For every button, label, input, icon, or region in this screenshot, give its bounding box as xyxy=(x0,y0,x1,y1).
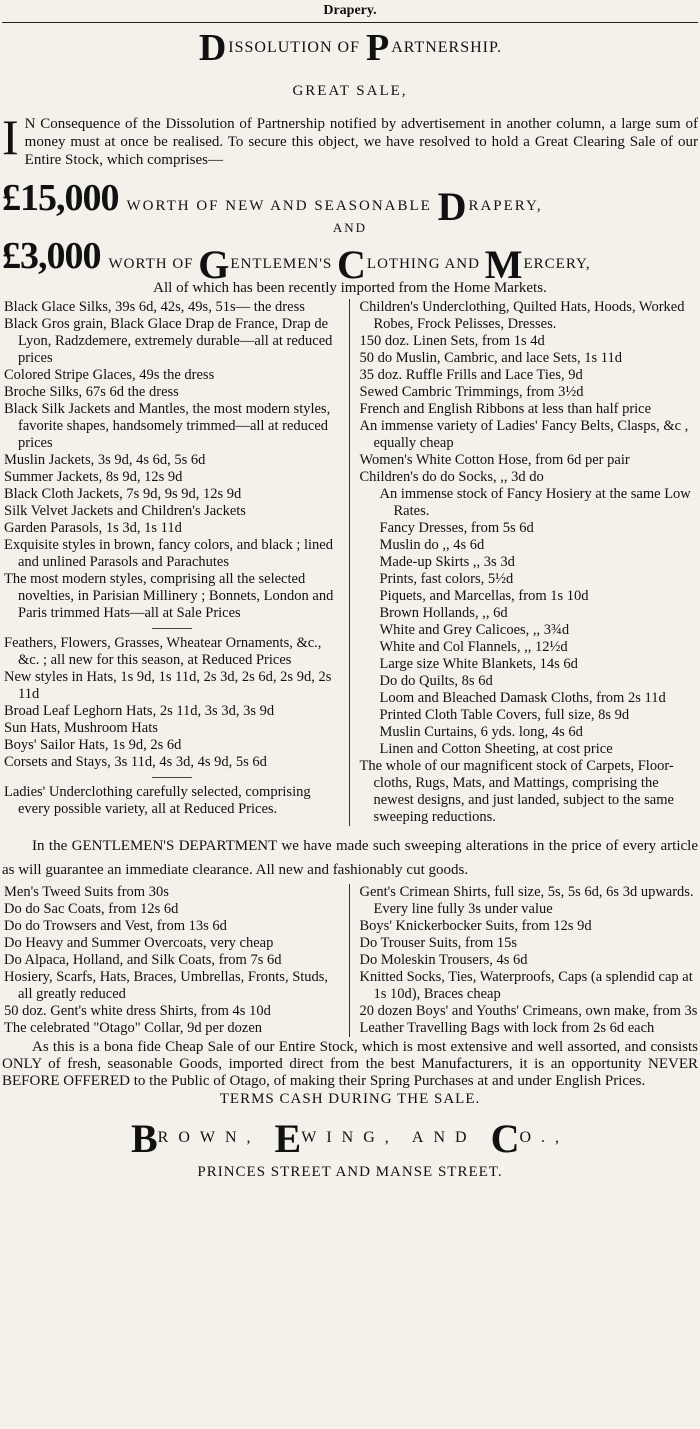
list-item: Women's White Cotton Hose, from 6d per pair xyxy=(359,452,630,468)
firm-initial-c: C xyxy=(490,1116,520,1161)
ladies-right-column xyxy=(350,299,699,826)
list-item: Muslin do ,, 4s 6d xyxy=(379,537,485,553)
firm-and: AND xyxy=(411,1129,477,1146)
offer-clothing-amount: £3,000 xyxy=(2,235,101,277)
offer-drapery-initial: D xyxy=(437,184,469,229)
list-item: Knitted Socks, Ties, Waterproofs, Caps (a splendid cap at 1s 10d), Braces cheap xyxy=(359,969,693,1002)
list-item: 20 dozen Boys' and Youths' Crimeans, own make, from 3s xyxy=(359,1003,698,1019)
and-divider: AND xyxy=(332,220,368,235)
list-item: Brown Hollands, ,, 6d xyxy=(379,605,508,621)
list-item: Loom and Bleached Damask Cloths, from 2s 11d xyxy=(379,690,666,706)
title-initial-p: P xyxy=(365,27,391,69)
list-item: The celebrated "Otago" Collar, 9d per dozen xyxy=(4,1020,263,1036)
list-item: Black Glace Silks, 39s 6d, 42s, 49s, 51s— the dress xyxy=(4,299,305,315)
list-item: Gent's Crimean Shirts, full size, 5s, 5s 6d, 6s 3d upwards. Every line fully 3s under value xyxy=(359,884,694,917)
offer-drapery-desc: WORTH OF NEW AND SEASONABLE xyxy=(126,198,432,214)
list-item: Do do Sac Coats, from 12s 6d xyxy=(4,901,179,917)
great-sale-heading: GREAT SALE, xyxy=(292,83,408,99)
list-item: Do Trouser Suits, from 15s xyxy=(359,935,518,951)
ladies-left-column xyxy=(2,299,350,826)
firm-initial-e: E xyxy=(274,1116,302,1161)
offer-clothing-m-rest: ERCERY, xyxy=(523,256,591,272)
offer-drapery-amount: £15,000 xyxy=(2,177,119,219)
list-item: Leather Travelling Bags with lock from 2s 6d each xyxy=(359,1020,655,1036)
list-item: Silk Velvet Jackets and Children's Jackets xyxy=(4,503,246,519)
intro-dropcap: I xyxy=(2,109,19,165)
firm-address: PRINCES STREET AND MANSE STREET. xyxy=(197,1164,503,1180)
list-item: Linen and Cotton Sheeting, at cost price xyxy=(379,741,613,757)
list-item: Sewed Cambric Trimmings, from 3½d xyxy=(359,384,584,400)
list-item: 50 doz. Gent's white dress Shirts, from 4s 10d xyxy=(4,1003,271,1019)
list-item: The most modern styles, comprising all the selected novelties, in Parisian Millinery ; Bonnets, London and Paris trimmed Hats—all at Sale Prices xyxy=(4,571,334,621)
list-item: Muslin Curtains, 6 yds. long, 4s 6d xyxy=(379,724,583,740)
firm-e-rest: WING, xyxy=(301,1129,399,1146)
list-item: The whole of our magnificent stock of Carpets, Floor-cloths, Rugs, Mats, and Mattings, comprising the newest designs, and just landed, subject to the same sweeping reductions. xyxy=(359,758,674,825)
list-item: Exquisite styles in brown, fancy colors, and black ; lined and unlined Parasols and Parachutes xyxy=(4,537,333,570)
list-item: Do Heavy and Summer Overcoats, very cheap xyxy=(4,935,274,951)
offer-drapery-rest: RAPERY, xyxy=(468,198,543,214)
list-item: Corsets and Stays, 3s 11d, 4s 3d, 4s 9d, 5s 6d xyxy=(4,754,267,770)
offer-drapery-text xyxy=(119,184,543,229)
list-item: Feathers, Flowers, Grasses, Wheatear Ornaments, &c., &c. ; all new for this season, at Reduced Prices xyxy=(4,635,322,668)
list-item: Fancy Dresses, from 5s 6d xyxy=(379,520,534,536)
firm-name xyxy=(2,1116,698,1160)
list-item: New styles in Hats, 1s 9d, 1s 11d, 2s 3d, 2s 6d, 2s 9d, 2s 11d xyxy=(4,669,332,702)
list-item: Do do Trowsers and Vest, from 13s 6d xyxy=(4,918,227,934)
offer-clothing-g: G xyxy=(198,242,231,287)
list-item: Black Gros grain, Black Glace Drap de France, Drap de Lyon, Radzdemere, extremely durable—all at reduced prices xyxy=(4,316,333,366)
list-item: Men's Tweed Suits from 30s xyxy=(4,884,169,900)
list-item: Garden Parasols, 1s 3d, 1s 11d xyxy=(4,520,182,536)
list-item: Do Alpaca, Holland, and Silk Coats, from 7s 6d xyxy=(4,952,282,968)
gentlemen-left-column xyxy=(2,884,350,1037)
list-item: White and Grey Calicoes, ,, 3¾d xyxy=(379,622,570,638)
gentlemen-right-column xyxy=(350,884,699,1037)
offer-drapery xyxy=(2,177,698,229)
list-item: An immense stock of Fancy Hosiery at the same Low Rates. xyxy=(379,486,691,519)
list-item: Hosiery, Scarfs, Hats, Braces, Umbrellas, Fronts, Studs, all greatly reduced xyxy=(4,969,329,1002)
list-item: Prints, fast colors, 5½d xyxy=(379,571,514,587)
list-item: Children's Underclothing, Quilted Hats, Hoods, Worked Robes, Frock Pelisses, Dresses. xyxy=(359,299,685,332)
list-item: Boys' Knickerbocker Suits, from 12s 9d xyxy=(359,918,592,934)
offer-clothing xyxy=(2,235,698,287)
imported-line: All of which has been recently imported from the Home Markets. xyxy=(153,280,547,296)
title-part-1: ISSOLUTION OF xyxy=(228,39,360,56)
offer-clothing-g-rest: ENTLEMEN'S xyxy=(230,256,333,272)
section-header: Drapery. xyxy=(2,0,698,23)
divider-rule xyxy=(152,777,192,778)
gentlemen-columns xyxy=(2,884,698,1037)
list-item: Do do Quilts, 8s 6d xyxy=(379,673,493,689)
list-item: Do Moleskin Trousers, 4s 6d xyxy=(359,952,528,968)
list-item: Sun Hats, Mushroom Hats xyxy=(4,720,158,736)
list-item: 150 doz. Linen Sets, from 1s 4d xyxy=(359,333,545,349)
list-item: Made-up Skirts ,, 3s 3d xyxy=(379,554,515,570)
terms-line: TERMS CASH DURING THE SALE. xyxy=(219,1091,481,1107)
list-item: Broche Silks, 67s 6d the dress xyxy=(4,384,179,400)
list-item: Ladies' Underclothing carefully selected, comprising every possible variety, all at Reduced Prices. xyxy=(4,784,311,817)
firm-b-rest: ROWN, xyxy=(157,1129,261,1146)
list-item: Black Cloth Jackets, 7s 9d, 9s 9d, 12s 9d xyxy=(4,486,242,502)
ladies-columns xyxy=(2,299,698,826)
list-item: Muslin Jackets, 3s 9d, 4s 6d, 5s 6d xyxy=(4,452,206,468)
intro-text: N Consequence of the Dissolution of Partnership notified by advertisement in another column, a large sum of money must at once be realised. To secure this object, we have resolved to hold a Great Clearing Sale of our Entire Stock, which comprises— xyxy=(24,116,698,168)
divider-rule xyxy=(152,628,192,629)
list-item: Printed Cloth Table Covers, full size, 8s 9d xyxy=(379,707,630,723)
list-item: French and English Ribbons at less than half price xyxy=(359,401,652,417)
gentlemen-paragraph: In the GENTLEMEN'S DEPARTMENT we have made such sweeping alterations in the price of every article as will guarantee an immediate clearance. All new and fashionably cut goods. xyxy=(2,838,698,878)
list-item: White and Col Flannels, ,, 12½d xyxy=(379,639,568,655)
intro-paragraph xyxy=(2,109,698,169)
title-initial-d: D xyxy=(198,27,228,69)
list-item: 35 doz. Ruffle Frills and Lace Ties, 9d xyxy=(359,367,583,383)
list-item: An immense variety of Ladies' Fancy Belts, Clasps, &c , equally cheap xyxy=(359,418,689,451)
list-item: Broad Leaf Leghorn Hats, 2s 11d, 3s 3d, 3s 9d xyxy=(4,703,275,719)
list-item: Large size White Blankets, 14s 6d xyxy=(379,656,578,672)
firm-initial-b: B xyxy=(130,1116,158,1161)
bona-fide-paragraph: As this is a bona fide Cheap Sale of our Entire Stock, which is most extensive and well assorted, and consists ONLY of fresh, seasonable Goods, imported direct from the best Manufacturers, it is an opportunity NEVER BEFORE OFFERED to the Public of Otago, of making their Spring Purchases at and under English Prices. xyxy=(2,1039,698,1089)
offer-clothing-c-rest: LOTHING AND xyxy=(366,256,480,272)
list-item: Piquets, and Marcellas, from 1s 10d xyxy=(379,588,589,604)
title-part-2: ARTNERSHIP. xyxy=(391,39,503,56)
list-item: Black Silk Jackets and Mantles, the most modern styles, favorite shapes, handsomely trimmed—all at reduced prices xyxy=(4,401,331,451)
list-item: Summer Jackets, 8s 9d, 12s 9d xyxy=(4,469,183,485)
list-item: Boys' Sailor Hats, 1s 9d, 2s 6d xyxy=(4,737,182,753)
list-item: Colored Stripe Glaces, 49s the dress xyxy=(4,367,215,383)
offer-clothing-pre: WORTH OF xyxy=(108,256,194,272)
offer-clothing-text xyxy=(101,242,591,287)
ad-title xyxy=(2,29,698,67)
list-item: 50 do Muslin, Cambric, and lace Sets, 1s 11d xyxy=(359,350,622,366)
list-item: Children's do do Socks, ,, 3d do xyxy=(359,469,544,485)
offer-clothing-c: C xyxy=(337,242,367,287)
firm-c-rest: O., xyxy=(519,1129,570,1146)
offer-clothing-m: M xyxy=(484,242,524,287)
